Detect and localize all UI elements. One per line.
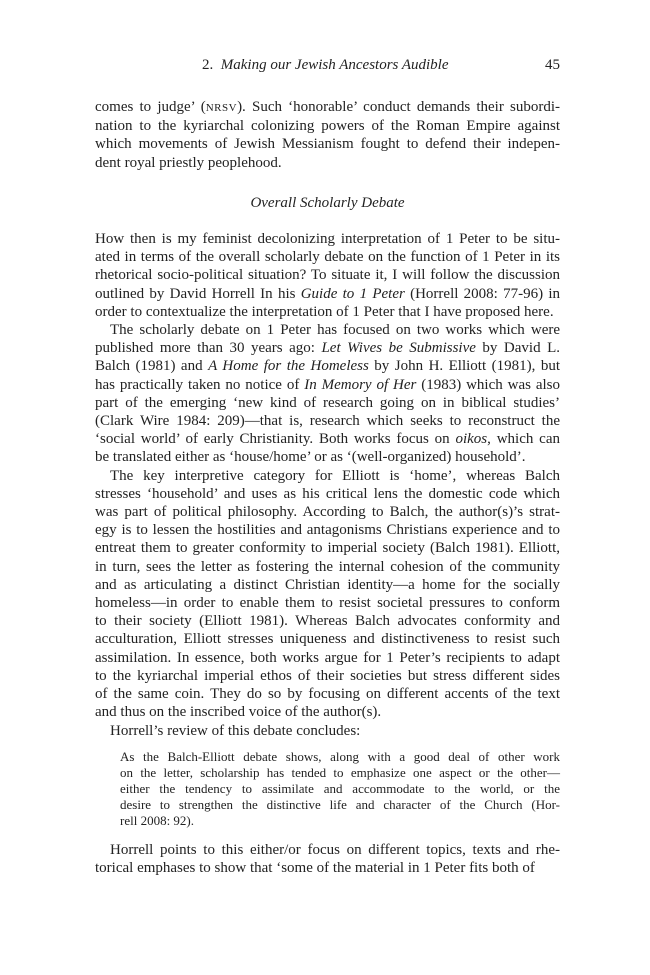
- text-line: [95, 448, 560, 466]
- text-line: [95, 467, 560, 485]
- paragraph-3: [95, 467, 560, 722]
- text-line: [120, 813, 560, 829]
- text-line: [95, 230, 560, 248]
- text-run: Horrell’s review of this debate concludes:: [110, 722, 361, 739]
- text-run: How then is my feminist decolonizing interpretation of 1 Peter to be situ-: [95, 231, 560, 248]
- text-line: [120, 749, 560, 765]
- text-run: ). Such ‘honorable’ conduct demands their subordi-: [237, 99, 560, 115]
- italic-title: Guide to 1 Peter: [300, 285, 405, 302]
- paragraph-2: [95, 321, 560, 467]
- text-line: [95, 503, 560, 521]
- text-run: be translated either as ‘house/home’ or as ‘(well-organized) household’.: [95, 449, 526, 466]
- italic-title: A Home for the Homeless: [208, 358, 369, 375]
- text-run: to their society (Elliott 1981). Whereas Balch advocates conformity and: [95, 613, 560, 630]
- text-run: ‘social world’ of early Christianity. Both works focus on: [95, 431, 456, 448]
- text-run: in turn, sees the letter as fostering the internal cohesion of the community: [95, 558, 560, 575]
- running-title: [202, 56, 449, 74]
- text-run: on the letter, scholarship has tended to emphasize one aspect or the other—: [120, 764, 560, 780]
- text-run: dent royal priestly peoplehood.: [95, 154, 282, 171]
- text-run: rhetorical socio-political situation? To situate it, I will follow the discussion: [95, 267, 560, 284]
- page-number: 45: [545, 57, 560, 73]
- text-line: [95, 135, 560, 153]
- text-run: part of the emerging ‘new kind of research going on in biblical studies’: [95, 394, 560, 411]
- text-run: which movements of Jewish Messianism fought to defend their indepen-: [95, 136, 560, 153]
- text-line: [95, 685, 560, 703]
- text-line: [95, 98, 560, 117]
- text-run: and thus on the inscribed voice of the author(s).: [95, 704, 382, 721]
- text-line: [120, 781, 560, 797]
- text-line: [95, 667, 560, 685]
- text-run: nation to the kyriarchal colonizing powers of the Roman Empire against: [95, 118, 560, 135]
- text-line: [95, 859, 560, 877]
- text-line: [95, 285, 560, 303]
- text-run: to the kyriarchal imperial ethos of their societies but stress different sides: [95, 667, 560, 684]
- paragraph-intro: [95, 98, 560, 172]
- text-line: [95, 394, 560, 412]
- text-line: [95, 339, 560, 357]
- text-run: order to contextualize the interpretation of 1 Peter that I have proposed here.: [95, 303, 554, 320]
- paragraph-4: [95, 722, 560, 740]
- text-run: egy is to lessen the hostilities and antagonisms Christians experience and to: [95, 522, 560, 539]
- section-heading: Overall Scholarly Debate: [250, 194, 405, 211]
- text-line: [95, 117, 560, 135]
- text-line: [95, 630, 560, 648]
- text-run: rell 2008: 92).: [120, 812, 195, 828]
- italic-title: oikos: [455, 431, 488, 448]
- text-run: torical emphases to show that ‘some of the material in 1 Peter fits both of: [95, 859, 535, 876]
- body-text: [95, 98, 560, 877]
- text-run: comes to judge’ (: [95, 99, 206, 115]
- italic-title: In Memory of Her: [304, 376, 417, 393]
- text-run: was part of political philosophy. According to Balch, the author(s)’s strat-: [95, 504, 560, 521]
- text-run: Horrell points to this either/or focus on different topics, texts and rhe-: [110, 841, 560, 858]
- text-line: [120, 765, 560, 781]
- text-run: published more than 30 years ago:: [95, 340, 322, 357]
- text-line: [95, 612, 560, 630]
- text-run: (Horrell 2008: 77-96) in: [404, 285, 561, 302]
- text-line: [95, 357, 560, 375]
- text-line: [95, 266, 560, 284]
- text-run: desire to strengthen the distinctive life and character of the Church (Hor-: [120, 796, 560, 812]
- text-run: (Clark Wire 1984: 209)—that is, research which seeks to reconstruct the: [95, 413, 560, 430]
- text-line: [95, 154, 560, 172]
- text-line: [95, 841, 560, 859]
- text-line: [95, 539, 560, 557]
- text-run: ated in terms of the overall scholarly debate on the function of 1 Peter in its: [95, 249, 560, 266]
- text-run: stresses ‘household’ and uses as his critical lens the domestic code which: [95, 485, 560, 502]
- text-line: [95, 376, 560, 394]
- paragraph-1: [95, 230, 560, 321]
- text-line: [95, 521, 560, 539]
- text-line: [95, 485, 560, 503]
- italic-title: Let Wives be Submissive: [321, 340, 476, 357]
- text-run: acculturation, Elliott stresses uniqueness and distinctiveness to resist such: [95, 631, 560, 648]
- text-line: [95, 248, 560, 266]
- block-quote: [120, 749, 560, 829]
- text-line: [95, 558, 560, 576]
- text-run: has practically taken no notice of: [95, 376, 305, 393]
- small-caps-abbr: NRSV: [205, 102, 238, 114]
- text-run: and as articulating a distinct Christian identity—a home for the socially: [95, 576, 560, 593]
- text-run: entreat them to greater conformity to imperial society (Balch 1981). Elliott,: [95, 540, 560, 557]
- text-run: (1983) which was also: [416, 376, 561, 393]
- text-run: assimilation. In essence, both works argue for 1 Peter’s recipients to adapt: [95, 649, 560, 666]
- text-line: [95, 412, 560, 430]
- text-line: [95, 321, 560, 339]
- paragraph-5: [95, 841, 560, 877]
- text-run: The key interpretive category for Elliott is ‘home’, whereas Balch: [110, 467, 560, 484]
- text-line: [120, 797, 560, 813]
- text-run: by John H. Elliott (1981), but: [368, 358, 560, 375]
- text-run: , which can: [487, 431, 560, 448]
- text-line: [95, 430, 560, 448]
- chapter-title: Making our Jewish Ancestors Audible: [220, 57, 449, 73]
- text-run: outlined by David Horrell In his: [95, 285, 301, 302]
- text-line: [95, 303, 560, 321]
- text-run: As the Balch-Elliott debate shows, along with a good deal of other work: [120, 748, 560, 764]
- text-line: [95, 722, 560, 740]
- text-run: either the tendency to assimilate and accommodate to the world, or the: [120, 780, 560, 796]
- text-run: Balch (1981) and: [95, 358, 209, 375]
- text-line: [95, 576, 560, 594]
- text-line: [95, 703, 560, 721]
- text-line: [95, 649, 560, 667]
- text-run: by David L.: [475, 340, 560, 357]
- text-run: The scholarly debate on 1 Peter has focused on two works which were: [110, 322, 560, 339]
- text-line: [95, 594, 560, 612]
- text-run: homeless—in order to enable them to resist societal pressures to conform: [95, 595, 560, 612]
- chapter-number: 2.: [202, 57, 214, 73]
- text-run: of the same coin. They do so by focusing on different accents of the text: [95, 686, 560, 703]
